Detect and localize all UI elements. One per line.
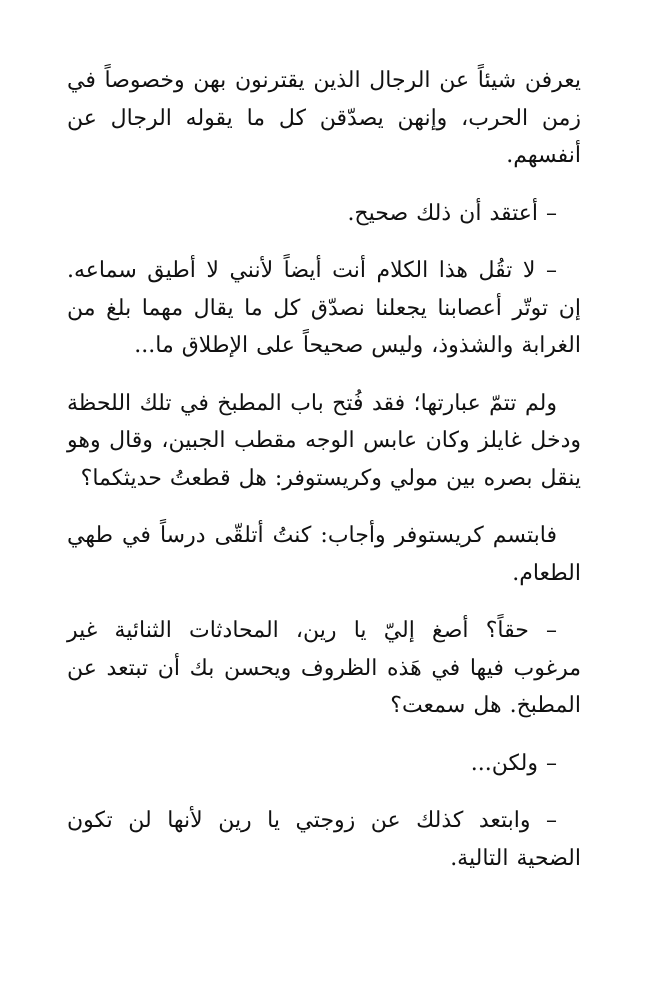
book-page (67, 62, 581, 897)
paragraph-5: فابتسم كريستوفر وأجاب: كنتُ أتلقّى درساً في طهي الطعام. (67, 523, 581, 586)
paragraph-4: ولم تتمّ عبارتها؛ فقد فُتح باب المطبخ في تلك اللحظة ودخل غايلز وكان عابس الوجه مقطب الجبين، وقال وهو ينقل بصره بين مولي وكريستوفر: هل قطعتُ حديثكما؟ (67, 390, 581, 491)
paragraph-1: يعرفن شيئاً عن الرجال الذين يقترنون بهن وخصوصاً في زمن الحرب، وإنهن يصدّقن كل ما يقوله الرجال عن أنفسهم. (67, 68, 581, 168)
paragraph-3: – لا تقُل هذا الكلام أنت أيضاً لأنني لا أطيق سماعه. إن توتّر أعصابنا يجعلنا نصدّق كل ما يقال مهما بلغ من الغرابة والشذوذ، وليس صحيحاً على الإطلاق ما... (67, 258, 581, 358)
paragraph-8: – وابتعد كذلك عن زوجتي يا رين لأنها لن تكون الضحية التالية. (67, 808, 581, 871)
paragraph-6: – حقاً؟ أصغ إليّ يا رين، المحادثات الثنائية غير مرغوب فيها في هَذه الظروف ويحسن بك أن تبتعد عن المطبخ. هل سمعت؟ (67, 618, 581, 718)
paragraph-2: – أعتقد أن ذلك صحيح. (347, 200, 557, 226)
paragraph-7: – ولكن... (470, 750, 557, 776)
